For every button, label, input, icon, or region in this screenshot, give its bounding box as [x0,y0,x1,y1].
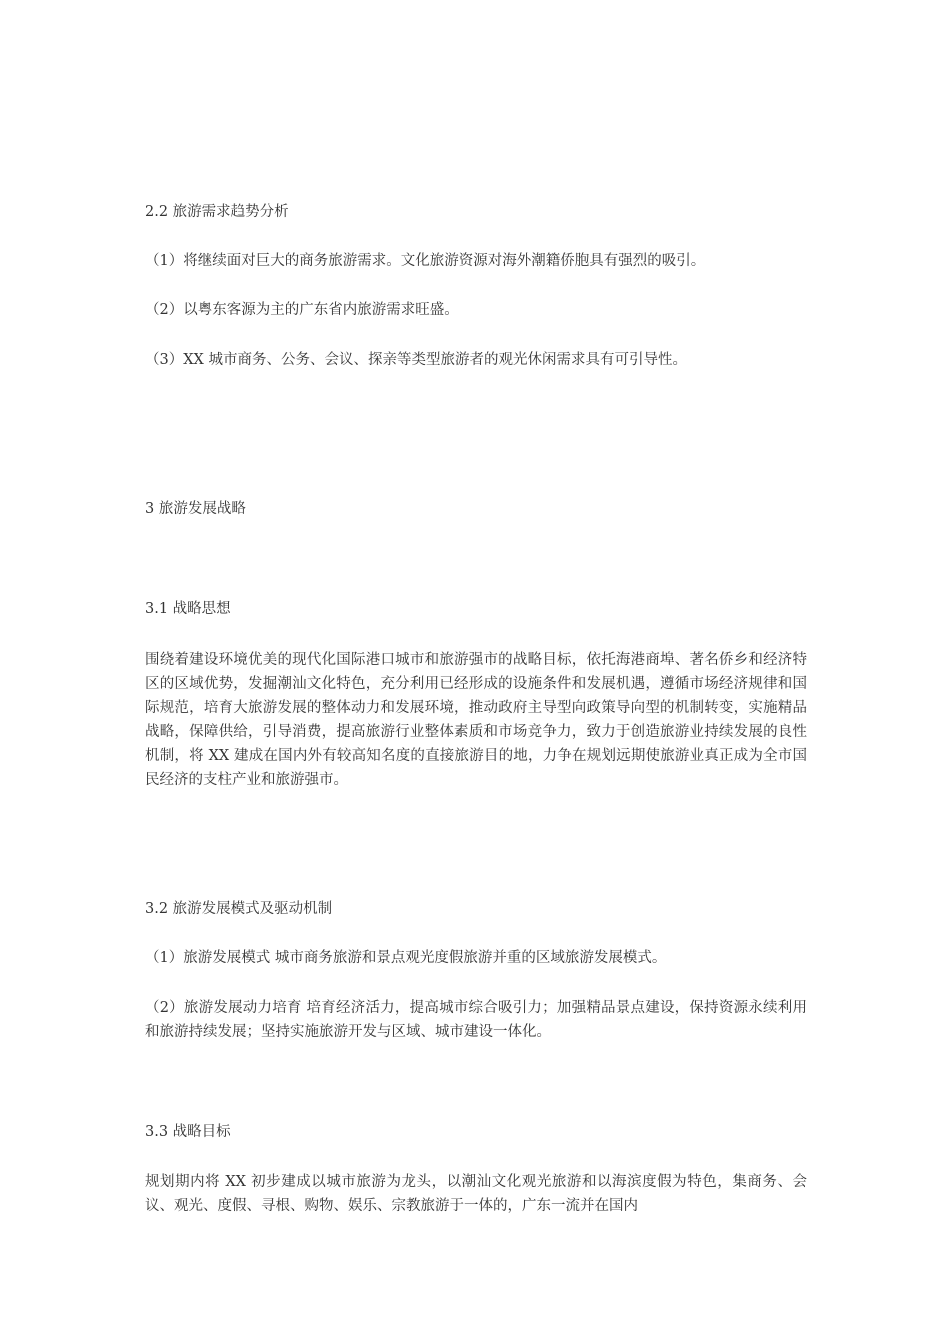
heading-3-2: 3.2 旅游发展模式及驱动机制 [145,901,333,917]
heading-3: 3 旅游发展战略 [145,501,246,517]
list-item: （1）旅游发展模式 城市商务旅游和景点观光度假旅游并重的区域旅游发展模式。 [145,950,667,966]
list-item: （2）旅游发展动力培育 培育经济活力，提高城市综合吸引力；加强精品景点建设，保持资源永续利用和旅游持续发展；坚持实施旅游开发与区域、城市建设一体化。 [145,1000,807,1040]
paragraph-strategic-goal: 规划期内将 XX 初步建成以城市旅游为龙头，以潮汕文化观光旅游和以海滨度假为特色，集商务、会议、观光、度假、寻根、购物、娱乐、宗教旅游于一体的，广东一流并在国内 [145,1174,807,1214]
list-item: （3）XX 城市商务、公务、会议、探亲等类型旅游者的观光休闲需求具有可引导性。 [145,352,687,368]
heading-2-2: 2.2 旅游需求趋势分析 [145,204,289,220]
list-item: （2）以粤东客源为主的广东省内旅游需求旺盛。 [145,302,459,318]
list-item: （1）将继续面对巨大的商务旅游需求。文化旅游资源对海外潮籍侨胞具有强烈的吸引。 [145,253,706,269]
paragraph-strategy-thinking: 围绕着建设环境优美的现代化国际港口城市和旅游强市的战略目标，依托海港商埠、著名侨乡和经济特区的区域优势，发掘潮汕文化特色，充分利用已经形成的设施条件和发展机遇，遵循市场经济规律和国际规范，培育大旅游发展的整体动力和发展环境，推动政府主导型向政策导向型的机制转变，实施精品战略，保障供给，引导消费，提高旅游行业整体素质和市场竞争力，致力于创造旅游业持续发展的良性机制，将 XX 建成在国内外有较高知名度的直接旅游目的地，力争在规划远期使旅游业真正成为全市国民经济的支柱产业和旅游强市。 [145,652,807,788]
heading-3-3: 3.3 战略目标 [145,1124,231,1140]
heading-3-1: 3.1 战略思想 [145,601,231,617]
